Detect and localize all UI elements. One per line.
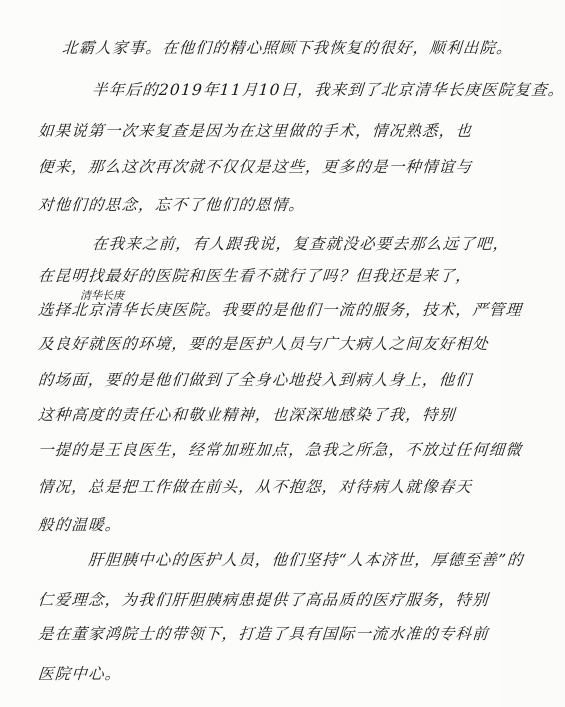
letter-line-7: 在昆明找最好的医院和医生看不就行了吗？但我还是来了， (37, 267, 473, 285)
letter-line-10: 的场面，要的是他们做到了全身心地投入到病人身上，他们 (37, 371, 473, 389)
letter-line-8: 选择北京清华长庚医院。我要的是他们一流的服务，技术，严管理 (37, 301, 523, 319)
handwritten-insertion: 清华长庚 (80, 289, 124, 302)
letter-line-14: 般的温暖。 (37, 516, 123, 534)
letter-line-4: 便来，那么这次再次就不仅仅是这些，更多的是一种情谊与 (37, 158, 473, 176)
letter-line-12: 一提的是王良医生，经常加班加点，急我之所急，不放过任何细微 (37, 441, 523, 459)
letter-line-18: 医院中心。 (37, 665, 123, 683)
letter-line-9: 及良好就医的环境，要的是医护人员与广大病人之间友好相处 (37, 335, 490, 353)
letter-line-1: 北霸人家事。在他们的精心照顾下我恢复的很好，顺利出院。 (61, 39, 514, 57)
letter-line-5: 对他们的思念，忘不了他们的恩情。 (37, 196, 306, 214)
letter-line-15: 肝胆胰中心的医护人员，他们坚持“人本济世，厚德至善”的 (87, 551, 525, 569)
letter-line-6: 在我来之前，有人跟我说，复查就没必要去那么远了吧， (91, 235, 511, 253)
letter-line-11: 这种高度的责任心和敬业精神，也深深地感染了我，特别 (37, 406, 457, 424)
letter-line-16: 仁爱理念，为我们肝胆胰病患提供了高品质的医疗服务，特别 (37, 591, 490, 609)
letter-line-3: 如果说第一次来复查是因为在这里做的手术，情况熟悉，也 (37, 122, 473, 140)
letter-line-13: 情况，总是把工作做在前头，从不抱怨，对待病人就像春天 (37, 478, 473, 496)
letter-line-17: 是在董家鸿院士的带领下，打造了具有国际一流水准的专科前 (37, 625, 490, 643)
letter-line-2: 半年后的2019年11月10日，我来到了北京清华长庚医院复查。 (91, 81, 565, 99)
